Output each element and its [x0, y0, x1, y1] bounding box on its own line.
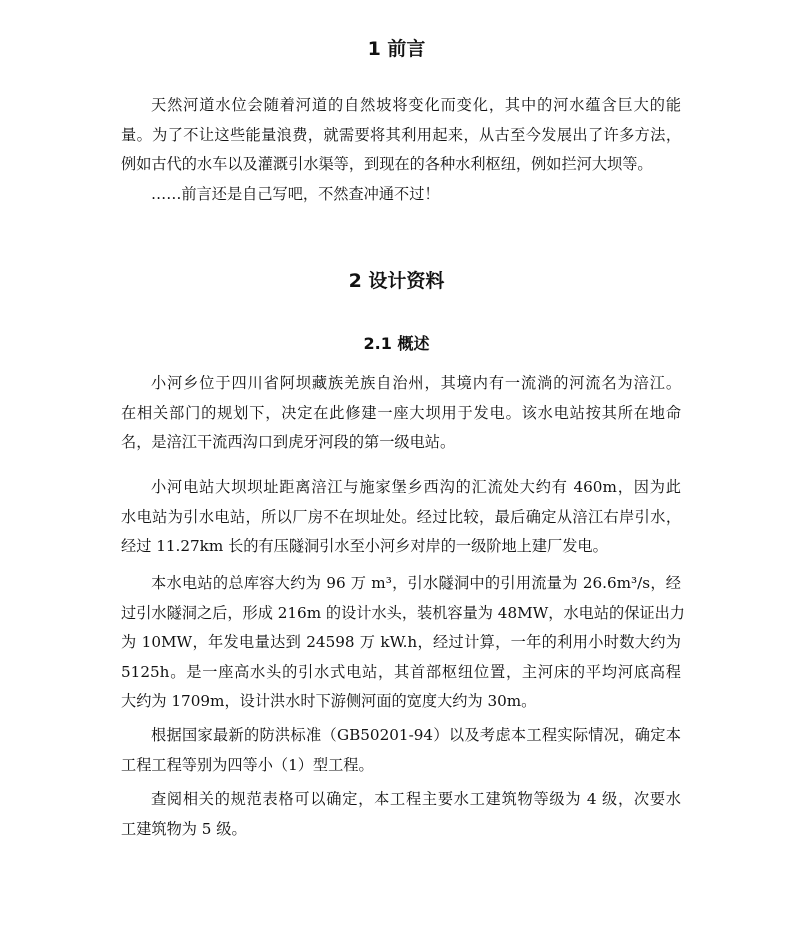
section-2-1-paragraph-5	[121, 785, 681, 844]
text-line: 在相关部门的规划下，决定在此修建一座大坝用于发电。该水电站按其所在地命	[121, 403, 681, 422]
text-line: 水电站为引水电站，所以厂房不在坝址处。经过比较，最后确定从涪江右岸引水，	[121, 507, 681, 526]
section-2-1-paragraph-3	[121, 569, 685, 717]
text-line: 名，是涪江干流西沟口到虎牙河段的第一级电站。	[121, 433, 456, 452]
text-line: 小河电站大坝坝址距离涪江与施家堡乡西沟的汇流处大约有 460m，因为此	[151, 478, 681, 496]
section-1-paragraph-1	[121, 91, 681, 180]
text-line: 工程工程等别为四等小（1）型工程。	[121, 755, 374, 774]
section-2-1-paragraph-4	[121, 721, 681, 780]
section-1-title: 1 前言	[367, 38, 426, 60]
text-line: 经过 11.27km 长的有压隧洞引水至小河乡对岸的一级阶地上建厂发电。	[121, 537, 608, 556]
text-line: 本水电站的总库容大约为 96 万 m³，引水隧洞中的引用流量为 26.6m³/s，经	[151, 574, 681, 592]
text-line: 大约为 1709m，设计洪水时下游侧河面的宽度大约为 30m。	[121, 692, 537, 711]
text-line: 小河乡位于四川省阿坝藏族羌族自治州，其境内有一流淌的河流名为涪江。	[151, 374, 681, 392]
text-line: ……前言还是自己写吧，不然查冲通不过！	[151, 185, 440, 203]
text-line: 根据国家最新的防洪标准（GB50201-94）以及考虑本工程实际情况，确定本	[151, 726, 681, 744]
text-line: 工建筑物为 5 级。	[121, 819, 247, 838]
text-line: 量。为了不让这些能量浪费，就需要将其利用起来，从古至今发展出了许多方法，	[121, 125, 681, 144]
text-line: 5125h。是一座高水头的引水式电站，其首部枢纽位置，主河床的平均河底高程	[121, 662, 681, 681]
section-1-paragraph-2	[121, 180, 681, 210]
text-line: 过引水隧洞之后，形成 216m 的设计水头，装机容量为 48MW，水电站的保证出力	[121, 603, 685, 622]
section-2-1-paragraph-2	[121, 473, 681, 562]
text-line: 查阅相关的规范表格可以确定，本工程主要水工建筑物等级为 4 级，次要水	[151, 790, 681, 808]
section-2-title: 2 设计资料	[348, 270, 445, 292]
text-line: 为 10MW，年发电量达到 24598 万 kW.h，经过计算，一年的利用小时数大约为	[121, 633, 681, 652]
text-line: 天然河道水位会随着河道的自然坡将变化而变化，其中的河水蕴含巨大的能	[151, 96, 681, 114]
section-2-1-title: 2.1 概述	[363, 334, 430, 353]
section-2-1-paragraph-1	[121, 369, 681, 458]
text-line: 例如古代的水车以及灌溉引水渠等，到现在的各种水利枢纽，例如拦河大坝等。	[121, 155, 653, 174]
